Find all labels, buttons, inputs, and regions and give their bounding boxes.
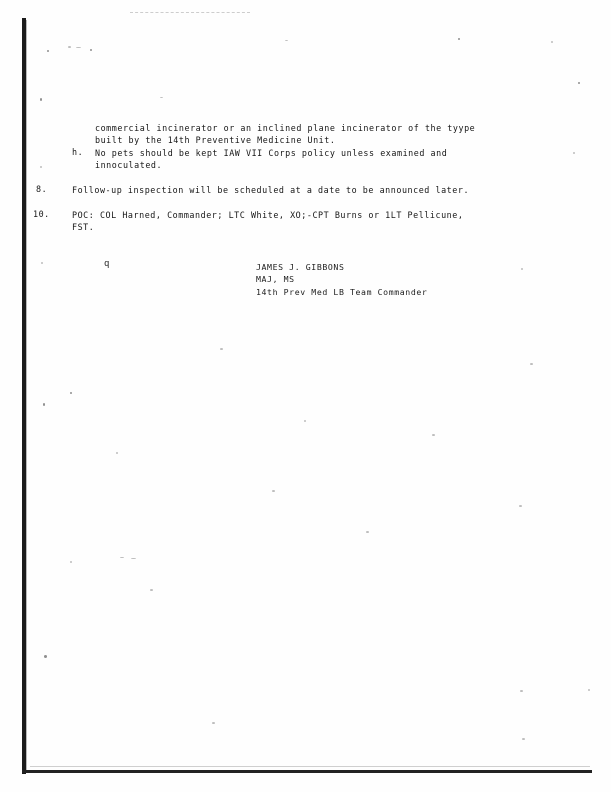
scan-speck <box>573 152 575 154</box>
scan-speck <box>90 49 92 51</box>
scan-speck <box>588 689 590 691</box>
handwritten-annotation: q <box>104 259 110 269</box>
scan-speck <box>522 738 525 740</box>
scan-speck <box>131 558 136 559</box>
paragraph-line: innoculated. <box>95 160 163 170</box>
scan-speck <box>120 557 124 558</box>
scan-speck <box>40 166 42 168</box>
scan-speck <box>520 690 523 692</box>
scan-speck <box>272 490 275 492</box>
signature-title: 14th Prev Med LB Team Commander <box>256 287 428 297</box>
scan-speck <box>366 531 369 533</box>
scan-speck <box>212 722 215 724</box>
scan-speck <box>68 46 71 48</box>
scan-speck <box>44 655 47 658</box>
scan-speck <box>521 268 523 270</box>
scan-speck <box>47 50 49 52</box>
scan-speck <box>43 403 45 406</box>
scan-speck <box>458 38 460 40</box>
scan-speck <box>551 41 553 43</box>
scan-speck <box>578 82 580 84</box>
scan-speck <box>519 505 522 507</box>
scan-speck <box>150 589 153 591</box>
paragraph-marker: 8. <box>36 184 48 194</box>
scan-speck <box>220 348 223 350</box>
scan-speck <box>432 434 435 436</box>
scan-speck <box>76 47 81 48</box>
scan-speck <box>41 262 43 264</box>
scan-speck <box>70 392 72 394</box>
scan-speck <box>160 97 163 98</box>
paragraph-line: FST. <box>72 222 95 232</box>
paragraph-line: POC: COL Harned, Commander; LTC White, XO;-CPT Burns or 1LT Pellicune, <box>72 210 464 220</box>
scan-speck <box>70 561 72 563</box>
paragraph-line: Follow-up inspection will be scheduled at a date to be announced later. <box>72 185 470 195</box>
paragraph-line: built by the 14th Preventive Medicine Unit. <box>95 135 336 145</box>
paragraph-line: No pets should be kept IAW VII Corps policy unless examined and <box>95 148 448 158</box>
paragraph-marker: 10. <box>33 209 50 219</box>
signature-name: JAMES J. GIBBONS <box>256 262 345 272</box>
paragraph-marker: h. <box>72 147 84 157</box>
scan-speck <box>530 363 533 365</box>
scan-speck <box>304 420 306 422</box>
signature-rank: MAJ, MS <box>256 274 295 284</box>
scan-speck <box>285 40 288 41</box>
scan-speck <box>116 452 118 454</box>
paragraph-line: commercial incinerator or an inclined plane incinerator of the tyype <box>95 123 476 133</box>
scan-speck <box>40 98 42 101</box>
